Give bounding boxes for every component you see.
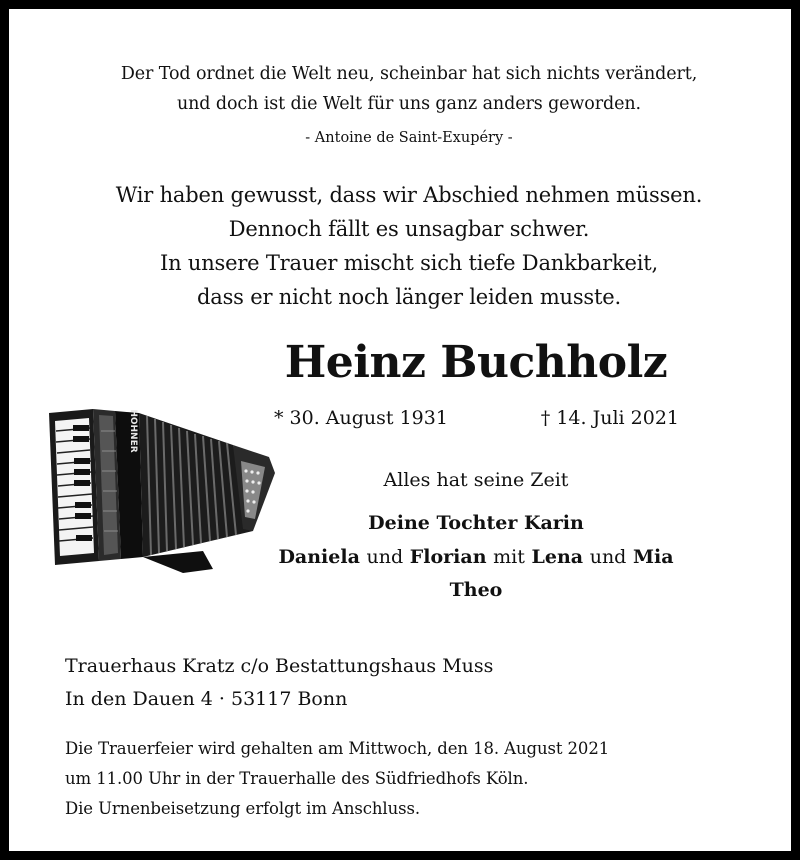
mourner-conjunction: mit bbox=[493, 546, 525, 568]
mourner-conjunction: und bbox=[589, 546, 627, 568]
mourner-line-2 bbox=[261, 546, 691, 568]
verse-line-4: dass er nicht noch länger leiden musste. bbox=[197, 285, 621, 309]
address-line-2: In den Dauen 4 · 53117 Bonn bbox=[65, 688, 348, 710]
death-date: † 14. Juli 2021 bbox=[540, 407, 679, 429]
mourner-name: Florian bbox=[409, 546, 487, 568]
mourner-name: Daniela bbox=[278, 546, 360, 568]
deceased-name: Heinz Buchholz bbox=[284, 337, 668, 388]
mourner-name: Lena bbox=[531, 546, 584, 568]
quote-line-2: und doch ist die Welt für uns ganz anders geworden. bbox=[176, 94, 642, 114]
address-line-1: Trauerhaus Kratz c/o Bestattungshaus Muss bbox=[65, 655, 494, 677]
ceremony-line-3: Die Urnenbeisetzung erfolgt im Anschluss. bbox=[65, 799, 420, 818]
verse-line-2: Dennoch fällt es unsagbar schwer. bbox=[228, 217, 590, 241]
birth-date: * 30. August 1931 bbox=[274, 407, 448, 429]
mourner-name: Mia bbox=[632, 546, 674, 568]
ceremony-line-2: um 11.00 Uhr in der Trauerhalle des Südfriedhofs Köln. bbox=[65, 769, 529, 788]
mourner-conjunction: und bbox=[366, 546, 404, 568]
mourner-line-3: Theo bbox=[449, 579, 503, 601]
quote-author: - Antoine de Saint-Exupéry - bbox=[305, 130, 513, 146]
svg-text:HOHNER: HOHNER bbox=[128, 409, 138, 453]
verse-line-1: Wir haben gewusst, dass wir Abschied nehmen müssen. bbox=[115, 183, 703, 207]
mourner-line-1: Deine Tochter Karin bbox=[368, 512, 584, 534]
ceremony-line-1: Die Trauerfeier wird gehalten am Mittwoch, den 18. August 2021 bbox=[65, 739, 610, 758]
quote-line-1: Der Tod ordnet die Welt neu, scheinbar hat sich nichts verändert, bbox=[120, 64, 698, 84]
verse-line-3: In unsere Trauer mischt sich tiefe Dankbarkeit, bbox=[159, 251, 659, 275]
motto: Alles hat seine Zeit bbox=[383, 469, 569, 491]
accordion-icon bbox=[43, 401, 283, 581]
